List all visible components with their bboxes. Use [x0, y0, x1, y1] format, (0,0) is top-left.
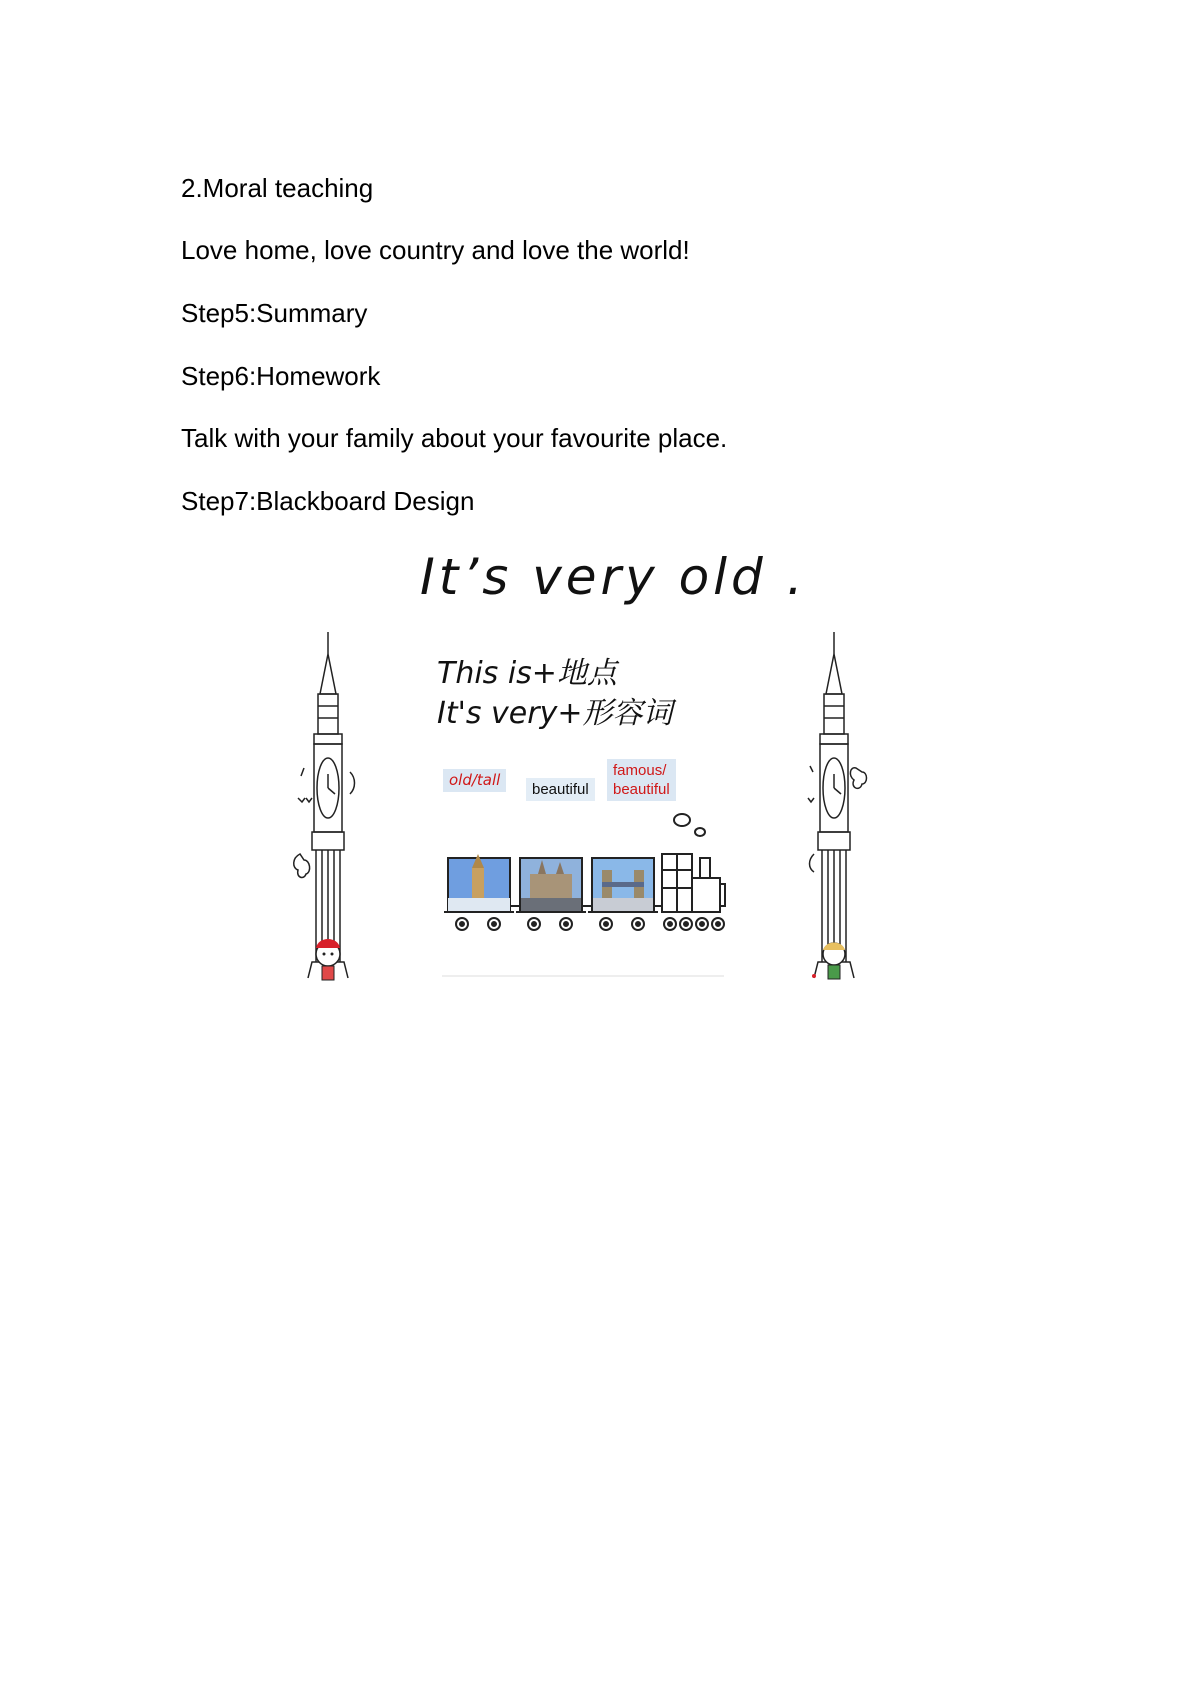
- tag-line-beautiful: beautiful: [613, 781, 670, 798]
- smoke-puffs-icon: [674, 814, 705, 836]
- homework-text: Talk with your family about your favourite place.: [181, 423, 728, 453]
- moral-teaching-heading: 2.Moral teaching: [181, 173, 374, 203]
- blackboard-design: [290, 548, 900, 1018]
- clock-tower-left-icon: [290, 632, 370, 1002]
- tag-line-famous: famous/: [613, 762, 667, 779]
- moral-statement: Love home, love country and love the world!: [181, 235, 690, 265]
- step7-heading: Step7:Blackboard Design: [181, 486, 475, 516]
- adjective-tag-beautiful: beautiful: [526, 778, 595, 801]
- adjective-tag-famous-beautiful: [607, 759, 676, 801]
- clock-tower-right-icon: [804, 632, 884, 1002]
- board-title: It’s very old .: [420, 548, 807, 606]
- sentence-pattern-1: This is+地点: [437, 656, 617, 691]
- step6-heading: Step6:Homework: [181, 361, 381, 391]
- sentence-pattern-2: It's very+形容词: [437, 696, 673, 731]
- step5-heading: Step5:Summary: [181, 298, 368, 328]
- train-car-big-ben: [444, 854, 514, 930]
- adjective-tag-old-tall: old/tall: [443, 769, 506, 792]
- train-car-cathedral: [516, 858, 586, 930]
- train-engine: [662, 854, 725, 930]
- train-illustration: [438, 798, 728, 988]
- train-car-tower-bridge: [588, 858, 658, 930]
